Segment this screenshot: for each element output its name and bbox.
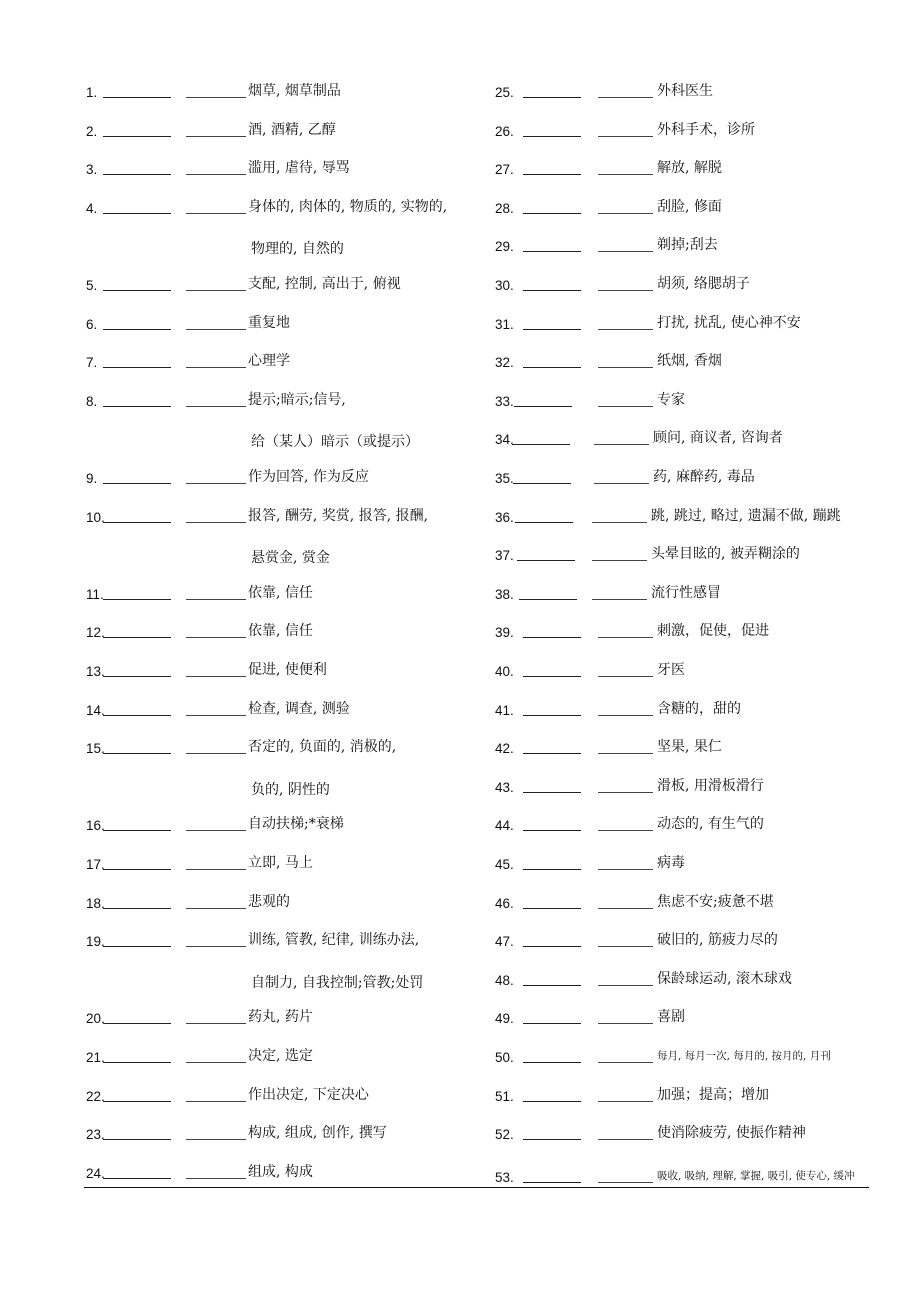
- word-blank[interactable]: [103, 290, 171, 291]
- part-of-speech-blank[interactable]: [598, 251, 653, 252]
- word-blank[interactable]: [103, 946, 171, 947]
- item-meaning: 顾问, 商议者, 咨询者: [653, 430, 783, 447]
- item-number: 42.: [495, 741, 514, 757]
- vocab-item: [495, 119, 855, 143]
- item-meaning: 检查, 调查, 测验: [248, 700, 350, 717]
- item-meaning: 作为回答, 作为反应: [248, 469, 369, 485]
- part-of-speech-blank[interactable]: [186, 1062, 246, 1063]
- vocab-item: [495, 659, 855, 683]
- vocab-item: [86, 389, 446, 413]
- part-of-speech-blank[interactable]: [186, 483, 246, 484]
- part-of-speech-blank[interactable]: [598, 367, 653, 368]
- item-meaning: 纸烟, 香烟: [657, 353, 722, 370]
- item-meaning: 药丸, 药片: [248, 1009, 313, 1026]
- vocab-item: [495, 929, 855, 953]
- vocab-item: [495, 543, 855, 567]
- word-blank[interactable]: [103, 174, 171, 175]
- word-blank[interactable]: [103, 329, 171, 330]
- part-of-speech-blank[interactable]: [598, 174, 653, 175]
- item-number: 28.: [495, 200, 514, 216]
- item-meaning: 训练, 管教, 纪律, 训练办法,: [248, 932, 420, 949]
- part-of-speech-blank[interactable]: [598, 792, 653, 793]
- item-number: 12.: [86, 625, 105, 641]
- vocab-item: [86, 852, 446, 876]
- word-blank[interactable]: [523, 1101, 581, 1102]
- item-number: 48.: [495, 972, 514, 988]
- vocab-item: [495, 273, 855, 297]
- word-blank[interactable]: [523, 676, 581, 677]
- part-of-speech-blank[interactable]: [186, 97, 246, 98]
- item-number: 23.: [86, 1127, 105, 1143]
- part-of-speech-blank[interactable]: [186, 1101, 246, 1102]
- part-of-speech-blank[interactable]: [592, 599, 647, 600]
- part-of-speech-blank[interactable]: [186, 367, 246, 368]
- item-number: 21.: [86, 1050, 105, 1065]
- item-meaning-continued: 负的, 阴性的: [251, 781, 330, 798]
- item-meaning: 胡须, 络腮胡子: [657, 276, 750, 292]
- vocab-item: [495, 1084, 855, 1108]
- item-meaning: 立即, 马上: [248, 855, 313, 871]
- word-blank[interactable]: [523, 715, 581, 716]
- item-meaning-continued: 物理的, 自然的: [251, 241, 344, 258]
- item-meaning: 使消除疲劳, 使振作精神: [657, 1125, 806, 1142]
- word-blank[interactable]: [103, 869, 171, 870]
- part-of-speech-blank[interactable]: [598, 869, 653, 870]
- item-meaning: 决定, 选定: [248, 1048, 313, 1064]
- part-of-speech-blank[interactable]: [186, 213, 246, 214]
- part-of-speech-blank[interactable]: [592, 560, 647, 561]
- part-of-speech-blank[interactable]: [186, 830, 246, 831]
- item-meaning: 专家: [657, 391, 685, 408]
- part-of-speech-blank[interactable]: [186, 715, 246, 716]
- vocab-item: [495, 1045, 855, 1069]
- vocab-item: [495, 1006, 855, 1030]
- item-number: 27.: [495, 162, 514, 178]
- word-blank[interactable]: [103, 1178, 171, 1179]
- vocab-item: [495, 698, 855, 722]
- word-blank[interactable]: [523, 1023, 581, 1024]
- part-of-speech-blank[interactable]: [186, 136, 246, 137]
- item-meaning: 支配, 控制, 高出于, 俯视: [248, 276, 401, 292]
- word-blank[interactable]: [523, 97, 581, 98]
- item-number: 18.: [86, 895, 105, 911]
- item-meaning: 作出决定, 下定决心: [248, 1086, 369, 1103]
- item-number: 47.: [495, 934, 514, 950]
- part-of-speech-blank[interactable]: [598, 1023, 653, 1024]
- vocab-item: [495, 389, 855, 413]
- word-blank[interactable]: [103, 637, 171, 638]
- word-blank[interactable]: [523, 290, 581, 291]
- item-number: 7.: [86, 355, 98, 371]
- word-blank[interactable]: [103, 715, 171, 716]
- word-blank[interactable]: [103, 908, 171, 909]
- word-blank[interactable]: [523, 1139, 581, 1140]
- item-number: 53.: [495, 1169, 514, 1185]
- item-meaning: 破旧的, 筋疲力尽的: [657, 932, 778, 949]
- part-of-speech-blank[interactable]: [598, 830, 653, 831]
- item-number: 19.: [86, 934, 105, 950]
- bottom-divider: [84, 1187, 869, 1188]
- item-number: 10.: [86, 509, 105, 525]
- word-blank[interactable]: [103, 1101, 171, 1102]
- vocab-item: [495, 157, 855, 181]
- item-number: 44.: [495, 818, 514, 834]
- item-number: 32.: [495, 355, 514, 371]
- item-meaning: 滑板, 用滑板滑行: [657, 777, 764, 794]
- word-blank[interactable]: [523, 753, 581, 754]
- vocab-item: [86, 1122, 446, 1146]
- item-number: 37.: [495, 548, 514, 564]
- vocab-item: [495, 736, 855, 760]
- vocab-item: [86, 891, 446, 915]
- item-meaning: 加强；提高；增加: [657, 1086, 769, 1103]
- word-blank[interactable]: [523, 946, 581, 947]
- item-number: 2.: [86, 123, 98, 139]
- vocab-item: [495, 505, 855, 529]
- item-number: 6.: [86, 316, 98, 332]
- part-of-speech-blank[interactable]: [186, 599, 246, 600]
- vocab-item: [495, 350, 855, 374]
- item-number: 13.: [86, 664, 105, 679]
- item-meaning: 流行性感冒: [651, 584, 721, 601]
- word-blank[interactable]: [103, 599, 171, 600]
- item-meaning: 悲观的: [248, 893, 290, 910]
- part-of-speech-blank[interactable]: [598, 637, 653, 638]
- vocab-item: [495, 427, 855, 451]
- item-meaning: 病毒: [657, 855, 685, 871]
- part-of-speech-blank[interactable]: [598, 715, 653, 716]
- item-number: 40.: [495, 664, 514, 679]
- word-blank[interactable]: [513, 483, 571, 484]
- vocab-item: [495, 312, 855, 336]
- item-meaning: 吸收, 吸纳, 理解, 掌握, 吸引, 使专心, 缓冲: [657, 1169, 855, 1182]
- word-blank[interactable]: [512, 444, 570, 445]
- part-of-speech-blank[interactable]: [598, 1182, 653, 1183]
- item-meaning: 报答, 酬劳, 奖赏, 报答, 报酬,: [248, 507, 429, 524]
- item-number: 30.: [495, 278, 514, 293]
- part-of-speech-blank[interactable]: [186, 406, 246, 407]
- word-blank[interactable]: [523, 251, 581, 252]
- part-of-speech-blank[interactable]: [598, 946, 653, 947]
- part-of-speech-blank[interactable]: [186, 522, 246, 523]
- word-blank[interactable]: [103, 1062, 171, 1063]
- item-meaning: 刺激，促使，促进: [657, 623, 769, 640]
- word-blank[interactable]: [523, 985, 581, 986]
- item-number: 43.: [495, 779, 514, 795]
- vocab-item: [86, 312, 446, 336]
- word-blank[interactable]: [103, 676, 171, 677]
- item-number: 26.: [495, 123, 514, 139]
- part-of-speech-blank[interactable]: [598, 1139, 653, 1140]
- item-number: 9.: [86, 471, 98, 486]
- part-of-speech-blank[interactable]: [592, 522, 647, 523]
- item-meaning: 含糖的，甜的: [657, 700, 741, 717]
- item-meaning: 每月, 每月一次, 每月的, 按月的, 月刊: [657, 1050, 831, 1062]
- item-meaning: 打扰, 扰乱, 使心神不安: [657, 314, 801, 331]
- part-of-speech-blank[interactable]: [186, 1178, 246, 1179]
- item-meaning: 身体的, 肉体的, 物质的, 实物的,: [248, 198, 448, 215]
- part-of-speech-blank[interactable]: [186, 290, 246, 291]
- part-of-speech-blank[interactable]: [598, 1062, 653, 1063]
- word-blank[interactable]: [103, 1139, 171, 1140]
- vocab-item: [86, 1045, 446, 1069]
- word-blank[interactable]: [103, 367, 171, 368]
- vocab-item: [495, 852, 855, 876]
- item-meaning: 外科医生: [657, 83, 713, 99]
- item-meaning: 头晕目眩的, 被弄糊涂的: [651, 546, 800, 563]
- word-blank[interactable]: [523, 136, 581, 137]
- item-number: 22.: [86, 1088, 105, 1104]
- word-blank[interactable]: [103, 136, 171, 137]
- part-of-speech-blank[interactable]: [598, 213, 653, 214]
- word-blank[interactable]: [523, 637, 581, 638]
- part-of-speech-blank[interactable]: [186, 908, 246, 909]
- vocab-item: [86, 1006, 446, 1030]
- part-of-speech-blank[interactable]: [186, 637, 246, 638]
- item-meaning: 构成, 组成, 创作, 撰写: [248, 1125, 387, 1142]
- vocab-item: [495, 80, 855, 104]
- vocab-item: [86, 119, 446, 143]
- vocab-item: [86, 350, 446, 374]
- word-blank[interactable]: [523, 367, 581, 368]
- item-meaning: 促进, 使便利: [248, 662, 327, 678]
- item-number: 36.: [495, 509, 514, 525]
- vocab-item: [495, 582, 855, 606]
- item-number: 33.: [495, 393, 514, 409]
- vocab-item: [86, 929, 446, 953]
- item-meaning: 外科手术，诊所: [657, 121, 755, 138]
- item-number: 3.: [86, 162, 98, 178]
- item-meaning: 解放, 解脱: [657, 160, 722, 177]
- word-blank[interactable]: [103, 753, 171, 754]
- vocab-item: [86, 273, 446, 297]
- part-of-speech-blank[interactable]: [598, 1101, 653, 1102]
- item-number: 17.: [86, 857, 105, 872]
- item-number: 35.: [495, 471, 514, 486]
- vocab-item: [86, 157, 446, 181]
- word-blank[interactable]: [523, 1062, 581, 1063]
- item-meaning: 心理学: [248, 353, 290, 370]
- part-of-speech-blank[interactable]: [598, 97, 653, 98]
- word-blank[interactable]: [103, 522, 171, 523]
- item-number: 52.: [495, 1127, 514, 1143]
- item-number: 14.: [86, 702, 105, 718]
- word-blank[interactable]: [514, 406, 572, 407]
- vocab-item: [86, 80, 446, 104]
- item-meaning: 焦虑不安;疲惫不堪: [657, 893, 774, 910]
- item-number: 50.: [495, 1050, 514, 1065]
- item-meaning: 依靠, 信任: [248, 623, 313, 640]
- item-number: 8.: [86, 393, 98, 409]
- item-number: 49.: [495, 1011, 514, 1027]
- vocab-item: [86, 196, 446, 220]
- word-blank[interactable]: [523, 329, 581, 330]
- part-of-speech-blank[interactable]: [186, 329, 246, 330]
- word-blank[interactable]: [523, 792, 581, 793]
- item-meaning: 喜剧: [657, 1009, 685, 1026]
- part-of-speech-blank[interactable]: [598, 753, 653, 754]
- item-number: 41.: [495, 702, 514, 718]
- vocab-item: [86, 659, 446, 683]
- item-number: 31.: [495, 316, 514, 332]
- part-of-speech-blank[interactable]: [598, 676, 653, 677]
- item-number: 20.: [86, 1011, 105, 1027]
- item-number: 51.: [495, 1088, 514, 1104]
- vocab-item: [495, 1122, 855, 1146]
- word-blank[interactable]: [103, 97, 171, 98]
- vocab-item: [495, 775, 855, 799]
- item-meaning-continued: 自制力, 自我控制;管教;处罚: [251, 974, 424, 991]
- part-of-speech-blank[interactable]: [186, 753, 246, 754]
- item-number: 39.: [495, 625, 514, 641]
- item-number: 29.: [495, 239, 514, 255]
- word-blank[interactable]: [523, 830, 581, 831]
- item-meaning: 重复地: [248, 314, 290, 331]
- word-blank[interactable]: [517, 560, 575, 561]
- vocab-item: [86, 466, 446, 490]
- item-meaning: 动态的, 有生气的: [657, 816, 764, 833]
- item-meaning: 保龄球运动, 滚木球戏: [657, 970, 792, 987]
- item-number: 5.: [86, 278, 98, 293]
- item-meaning: 烟草, 烟草制品: [248, 83, 341, 99]
- item-meaning: 剃掉;刮去: [657, 237, 718, 254]
- item-number: 38.: [495, 586, 514, 602]
- vocab-item: [86, 620, 446, 644]
- vocab-item: [86, 582, 446, 606]
- vocab-item: [86, 698, 446, 722]
- word-blank[interactable]: [515, 522, 573, 523]
- vocab-item: [86, 736, 446, 760]
- item-meaning: 跳, 跳过, 略过, 遗漏不做, 蹦跳: [651, 507, 841, 524]
- vocab-item: [495, 620, 855, 644]
- word-blank[interactable]: [523, 213, 581, 214]
- vocab-item: [495, 234, 855, 258]
- item-number: 45.: [495, 857, 514, 872]
- item-meaning: 酒, 酒精, 乙醇: [248, 121, 336, 138]
- word-blank[interactable]: [103, 483, 171, 484]
- vocab-item: [495, 1165, 855, 1189]
- vocab-item: [86, 505, 446, 529]
- part-of-speech-blank[interactable]: [186, 174, 246, 175]
- part-of-speech-blank[interactable]: [598, 329, 653, 330]
- item-meaning: 坚果, 果仁: [657, 739, 722, 756]
- item-number: 15.: [86, 741, 105, 757]
- vocab-item: [495, 196, 855, 220]
- word-blank[interactable]: [103, 213, 171, 214]
- word-blank[interactable]: [523, 908, 581, 909]
- part-of-speech-blank[interactable]: [598, 406, 653, 407]
- item-meaning-continued: 给（某人）暗示（或提示）: [251, 434, 419, 451]
- vocab-item: [495, 891, 855, 915]
- item-meaning: 否定的, 负面的, 消极的,: [248, 739, 397, 756]
- part-of-speech-blank[interactable]: [598, 136, 653, 137]
- item-meaning: 牙医: [657, 662, 685, 678]
- item-number: 11.: [86, 586, 104, 602]
- item-number: 24.: [86, 1165, 105, 1181]
- item-meaning-continued: 悬赏金, 赏金: [251, 550, 330, 567]
- part-of-speech-blank[interactable]: [186, 869, 246, 870]
- item-number: 1.: [86, 85, 98, 100]
- vocab-item: [86, 1084, 446, 1108]
- part-of-speech-blank[interactable]: [186, 1023, 246, 1024]
- item-meaning: 依靠, 信任: [248, 584, 313, 601]
- item-meaning: 滥用, 虐待, 辱骂: [248, 160, 350, 177]
- vocab-item: [495, 466, 855, 490]
- item-meaning: 刮脸, 修面: [657, 198, 722, 215]
- word-blank[interactable]: [103, 830, 171, 831]
- word-blank[interactable]: [103, 1023, 171, 1024]
- item-number: 34.: [495, 432, 514, 448]
- item-meaning: 药, 麻醉药, 毒品: [653, 469, 755, 485]
- item-meaning: 自动扶梯;*衰梯: [248, 816, 344, 833]
- item-number: 46.: [495, 895, 514, 911]
- item-number: 16.: [86, 818, 105, 834]
- word-blank[interactable]: [523, 174, 581, 175]
- part-of-speech-blank[interactable]: [598, 985, 653, 986]
- item-number: 25.: [495, 85, 514, 100]
- part-of-speech-blank[interactable]: [598, 908, 653, 909]
- word-blank[interactable]: [103, 406, 171, 407]
- vocab-item: [86, 813, 446, 837]
- part-of-speech-blank[interactable]: [186, 946, 246, 947]
- part-of-speech-blank[interactable]: [186, 1139, 246, 1140]
- word-blank[interactable]: [523, 1182, 581, 1183]
- part-of-speech-blank[interactable]: [594, 444, 649, 445]
- vocab-item: [495, 968, 855, 992]
- vocab-item: [86, 1161, 446, 1185]
- vocab-item: [495, 813, 855, 837]
- part-of-speech-blank[interactable]: [598, 290, 653, 291]
- word-blank[interactable]: [523, 869, 581, 870]
- item-meaning: 组成, 构成: [248, 1163, 313, 1180]
- part-of-speech-blank[interactable]: [594, 483, 649, 484]
- part-of-speech-blank[interactable]: [186, 676, 246, 677]
- item-number: 4.: [86, 200, 98, 216]
- word-blank[interactable]: [519, 599, 577, 600]
- item-meaning: 提示;暗示;信号,: [248, 391, 346, 408]
